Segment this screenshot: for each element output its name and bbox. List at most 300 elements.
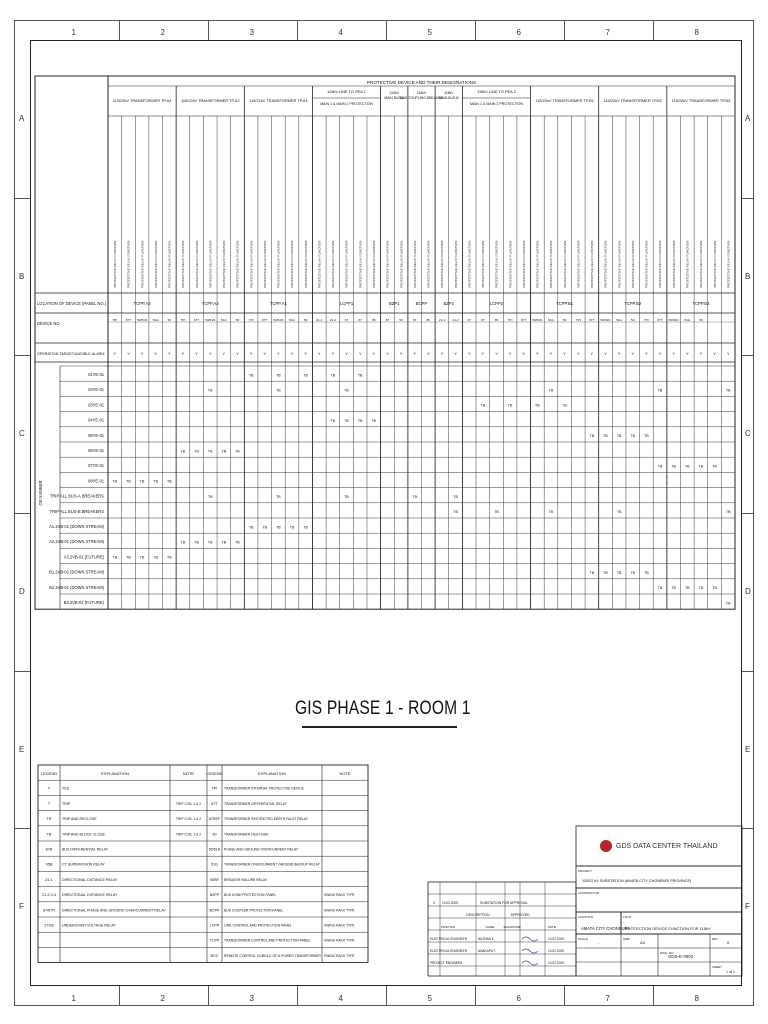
device-number: TPI	[575, 318, 581, 322]
signature-name: NATHAN K.	[478, 937, 495, 941]
legend-explanation: TRIP	[62, 801, 71, 806]
scale-label: SCALE	[578, 937, 588, 941]
sheet-value: 1 of 1	[726, 970, 735, 974]
signature-date: 13.02.2025	[548, 937, 564, 941]
trip-mark: TB	[112, 479, 118, 484]
op-target-value: Y	[195, 351, 198, 356]
legend-explanation: DIRECTIONAL PHASE AND GROUND OVERCURRENT RELAY	[62, 908, 166, 913]
op-target-value: Y	[672, 351, 675, 356]
relay-name-text: PROTECTIVE RELAY FUNCTION	[276, 240, 281, 288]
trip-mark: TB	[167, 479, 172, 484]
signature-role: ELECTRICAL ENGINEER	[430, 949, 468, 953]
trip-mark: TB	[167, 555, 172, 560]
legend-explanation: TRANSFORMER CONTROL AND PROTECTION PANEL	[224, 938, 311, 943]
relay-name-text: PROTECTIVE RELAY FUNCTION	[712, 240, 717, 288]
device-number: TPI	[180, 318, 186, 322]
relay-name-text: PROTECTIVE RELAY FUNCTION	[399, 240, 404, 288]
op-target-value: Y	[399, 351, 403, 356]
op-target-value: Y	[168, 351, 171, 356]
relay-name-text: PROTECTIVE RELAY FUNCTION	[113, 240, 118, 288]
device-number: 50/51N	[668, 318, 679, 322]
trip-mark: TB	[357, 373, 363, 378]
trip-mark: TB	[262, 525, 268, 530]
op-target-value: Y	[454, 351, 457, 356]
column-number: 5	[427, 994, 432, 1003]
trip-mark: TB	[289, 525, 295, 530]
main-header: PROTECTIVE DEVICE AND THEIR DESIGNATIONS	[366, 80, 477, 85]
op-target-value: Y	[277, 351, 280, 356]
legend-explanation: BUS DIFFERENTIAL RELAY	[62, 847, 109, 852]
op-target-value: Y	[263, 351, 267, 356]
signature-name: ANAKAPA T.	[478, 949, 496, 953]
trip-mark: TB	[180, 540, 186, 545]
legend-code: 21-2,3,4	[42, 893, 56, 898]
op-target-value: Y	[685, 351, 689, 356]
column-number: 3	[249, 994, 254, 1003]
device-number: 50	[631, 318, 635, 322]
op-target-value: Y	[140, 351, 144, 356]
device-number: 87T	[521, 318, 527, 322]
legend-code: 51G	[211, 862, 218, 867]
device-number: 50	[562, 318, 567, 322]
trip-mark: TB	[630, 434, 636, 439]
cb-row-label: B2.2VB-01 (DOWN STREAM)	[49, 584, 104, 590]
legend-note: SWING RACK TYPE	[324, 893, 355, 898]
device-number: 51G	[616, 318, 623, 322]
legend-header: NOTE	[182, 771, 195, 776]
relay-name-text: PROTECTIVE RELAY FUNCTION	[153, 240, 158, 288]
relay-name-text: PROTECTIVE RELAY FUNCTION	[521, 240, 526, 288]
column-number: 2	[160, 994, 165, 1003]
op-target-value: Y	[508, 351, 512, 356]
row-letter: C	[19, 429, 25, 439]
trip-mark: TB	[698, 586, 704, 591]
legend-header: NOTE	[339, 771, 351, 776]
device-number: 50	[235, 318, 240, 322]
legend-code: 27/59	[44, 923, 54, 928]
relay-name-text: PROTECTIVE RELAY FUNCTION	[126, 240, 131, 288]
location-value: LCPP2	[489, 301, 504, 306]
trip-mark: TB	[112, 555, 118, 560]
legend-header: LEGEND	[206, 771, 223, 776]
company-name: GDS DATA CENTER THAILAND	[616, 843, 718, 850]
group-label: 115kV	[389, 91, 399, 95]
group-label: 115/22kV TRANSFORMER TP.B2	[603, 98, 663, 103]
trip-mark: TB	[139, 555, 145, 560]
location-label: LOCATION OF DEVICE (PANEL NO.)	[37, 301, 107, 306]
device-number: 50	[399, 318, 403, 322]
legend-note: TRIP COIL 1 & 2	[175, 801, 202, 806]
relay-name-text: PROTECTIVE RELAY FUNCTION	[535, 240, 540, 288]
device-number: 50/51N	[273, 318, 284, 322]
device-number: 50	[167, 318, 172, 322]
legend-code: 87B	[45, 847, 53, 852]
relay-name-text: PROTECTIVE RELAY FUNCTION	[467, 240, 472, 288]
relay-name-text: PROTECTIVE RELAY FUNCTION	[549, 240, 554, 288]
device-number: 87	[358, 318, 362, 322]
relay-name-text: PROTECTIVE RELAY FUNCTION	[385, 240, 390, 288]
device-number: TPI	[248, 318, 254, 322]
relay-name-text: PROTECTIVE RELAY FUNCTION	[290, 240, 295, 288]
device-number: 50/51N	[532, 318, 543, 322]
op-target-value: Y	[699, 351, 703, 356]
legend-code: RCC	[210, 953, 219, 958]
group-label: BUS COUPLING BREAKER	[400, 96, 443, 100]
trip-mark: TB	[644, 570, 649, 575]
relay-name-text: PROTECTIVE RELAY FUNCTION	[371, 240, 376, 288]
relay-name-text: PROTECTIVE RELAY FUNCTION	[603, 240, 608, 288]
relay-name-text: PROTECTIVE RELAY FUNCTION	[235, 240, 240, 288]
location-value: BZP2	[443, 301, 455, 306]
legend-explanation: CT SUPERVISION RELAY	[62, 862, 105, 867]
group-label: 115/22kV TRANSFORMER TP.B1	[535, 98, 594, 103]
signature-header: NAME	[485, 925, 495, 929]
legend-code: 95B	[45, 862, 53, 867]
trip-mark: TB	[194, 540, 199, 545]
trip-mark: TB	[153, 479, 159, 484]
trip-mark: TB	[671, 586, 676, 591]
trip-mark: TB	[330, 373, 336, 378]
trip-mark: TB	[207, 540, 213, 545]
relay-name-text: PROTECTIVE RELAY FUNCTION	[617, 240, 622, 288]
trip-mark: TB	[221, 449, 227, 454]
op-target-value: Y	[249, 351, 253, 356]
relay-name-text: PROTECTIVE RELAY FUNCTION	[699, 240, 704, 288]
row-letter: E	[745, 744, 751, 754]
legend-explanation: TRIP AND BLOCK CLOSE	[62, 832, 105, 837]
size-value: A3	[640, 940, 645, 945]
trip-mark: TB	[684, 586, 690, 591]
column-number: 8	[694, 994, 699, 1003]
trip-mark: TB	[507, 403, 513, 408]
device-number: TPI	[112, 318, 118, 322]
trip-mark: TB	[603, 570, 608, 575]
device-number: 21-1	[316, 318, 323, 322]
cb-row-label: A2.2VB-01 (DOWN STREAM)	[49, 539, 104, 545]
legend-code: LCPP	[209, 923, 220, 928]
trip-mark: TB	[276, 525, 281, 530]
op-target-value: Y	[522, 351, 526, 356]
group-label: MAIN BUS-B	[438, 96, 459, 100]
trip-mark: TB	[589, 434, 595, 439]
column-number: 6	[516, 28, 521, 37]
trip-mark: TB	[480, 403, 486, 408]
group-label: 115/22kV TRANSFORMER TP.B3	[671, 98, 731, 103]
relay-name-text: PROTECTIVE RELAY FUNCTION	[426, 240, 431, 288]
relay-name-text: PROTECTIVE RELAY FUNCTION	[194, 240, 199, 288]
location-value: TCPP.A3	[133, 301, 151, 306]
trip-mark: TB	[630, 570, 636, 575]
op-target-value: Y	[467, 351, 471, 356]
signature-role: ELECTRICAL ENGINEER	[430, 937, 468, 941]
legend-code: BZPP	[209, 893, 220, 898]
device-number: 87	[385, 318, 390, 322]
trip-mark: TB	[684, 464, 690, 469]
relay-name-text: PROTECTIVE RELAY FUNCTION	[562, 240, 567, 288]
rev-label: REV.	[712, 937, 719, 941]
trip-mark: TB	[603, 434, 608, 439]
op-target-value: Y	[658, 351, 662, 356]
trip-mark: TB	[357, 418, 363, 423]
legend-code: 21-1	[45, 877, 53, 882]
op-target-value: Y	[222, 351, 226, 356]
cb-row-label: 02YE-01	[88, 387, 104, 393]
device-number: 85	[494, 318, 499, 322]
relay-name-text: PROTECTIVE RELAY FUNCTION	[644, 240, 649, 288]
cb-row-label: 03YE-01	[88, 402, 104, 408]
row-letter: B	[745, 271, 751, 281]
device-number: 87T	[589, 318, 595, 322]
legend-explanation: TRANSFORMER DIFFERENTIAL RELAY	[224, 801, 287, 806]
cb-row-label: TRIP ALL BUS-A BREAKERS	[49, 493, 104, 499]
legend-explanation: TRANSFORMER INTERNAL PROTECTIVE DEVICE	[224, 786, 304, 791]
location-label: LOCATION	[578, 915, 594, 919]
relay-name-text: PROTECTIVE RELAY FUNCTION	[140, 240, 145, 288]
signature-date: 13.02.2025	[548, 961, 564, 965]
column-number: 4	[338, 994, 343, 1003]
column-number: 1	[71, 28, 76, 37]
relay-name-text: PROTECTIVE RELAY FUNCTION	[181, 240, 186, 288]
rev-value: 0	[727, 940, 730, 945]
relay-name-text: PROTECTIVE RELAY FUNCTION	[494, 240, 499, 288]
op-target-value: Y	[617, 351, 621, 356]
legend-code: Y	[47, 786, 51, 791]
device-number: 50/51N	[600, 318, 611, 322]
location-value: LCPP1	[339, 301, 354, 306]
dwg-number: GDS-E-0002	[668, 954, 694, 959]
relay-name-text: PROTECTIVE RELAY FUNCTION	[685, 240, 690, 288]
trip-mark: TB	[207, 388, 213, 393]
trip-mark: TB	[344, 494, 349, 499]
legend-explanation: LINE CONTROL AND PROTECTION PANEL	[224, 923, 292, 928]
signature-role: PROJECT ENGINEER	[430, 961, 463, 965]
row-letter: C	[745, 429, 751, 439]
trip-mark: TB	[344, 388, 349, 393]
device-number: 50/51N	[205, 318, 216, 322]
op-target-value: Y	[604, 351, 607, 356]
device-number: 87T	[193, 318, 200, 322]
trip-mark: TB	[657, 388, 663, 393]
device-number: 50	[699, 318, 703, 322]
trip-mark: TB	[548, 388, 554, 393]
legend-explanation: TRANSFORMER RESTRICTED EARTH FAULT RELAY	[224, 817, 309, 822]
row-letter: E	[19, 744, 25, 754]
trip-mark: TB	[126, 555, 131, 560]
device-number: 21-2	[452, 318, 459, 322]
legend-explanation: DIRECTIONAL DISTANCE RELAY	[62, 877, 118, 882]
trip-mark: TB	[248, 373, 254, 378]
location-value: AMATA CITY CHONBURI	[581, 926, 629, 931]
legend-code: BCPP	[209, 908, 220, 913]
group-label: MAIN BUS-A	[384, 96, 405, 100]
relay-name-text: PROTECTIVE RELAY FUNCTION	[481, 240, 486, 288]
legend-header: EXPLANATION	[101, 771, 129, 776]
row-letter: B	[19, 271, 25, 281]
trip-mark: TB	[725, 601, 731, 606]
op-target-value: Y	[331, 351, 335, 356]
relay-name-text: PROTECTIVE RELAY FUNCTION	[671, 240, 676, 288]
device-number: 85	[372, 318, 376, 322]
legend-code: 87REF	[208, 817, 221, 822]
op-target-value: Y	[440, 351, 444, 356]
project-label: PROJECT	[578, 869, 593, 873]
op-target-value: Y	[563, 351, 566, 356]
group-label: 115/22kV TRANSFORMER TP.A1	[249, 98, 308, 103]
trip-mark: TB	[303, 525, 308, 530]
relay-name-text: PROTECTIVE RELAY FUNCTION	[590, 240, 595, 288]
size-label: SIZE	[623, 937, 630, 941]
location-value: TCPP.B1	[556, 301, 574, 306]
cb-row-label: 08YE-01	[88, 478, 104, 484]
scale-value: -	[598, 940, 600, 945]
op-target-value: Y	[372, 351, 376, 356]
signature-header: SIGNATURE	[503, 925, 521, 929]
device-number: 50/51N	[137, 318, 148, 322]
legend-code: T	[47, 801, 51, 806]
relay-name-text: PROTECTIVE RELAY FUNCTION	[344, 240, 349, 288]
device-number: 51G	[220, 318, 227, 322]
trip-mark: TB	[453, 494, 458, 499]
legend-explanation: TRANSFORMER HIGH SIDE	[224, 832, 269, 837]
trip-mark: TB	[616, 570, 622, 575]
signature-date: 13.02.2025	[548, 949, 564, 953]
op-target-value: Y	[576, 351, 580, 356]
op-target-value: Y	[358, 351, 362, 356]
device-number: 87T	[262, 318, 268, 322]
legend-note: SWING RACK TYPE	[324, 923, 355, 928]
device-number: 87	[481, 318, 485, 322]
trip-mark: TB	[126, 479, 131, 484]
project-name: 115/22 kV SUBSTATION (AMATA CITY CHONBURI PROVINCE)	[582, 879, 692, 883]
trip-mark: TB	[589, 570, 595, 575]
trip-mark: TB	[725, 510, 731, 515]
legend-code: 50BF	[210, 877, 219, 882]
trip-mark: TB	[712, 464, 717, 469]
trip-mark: TB	[248, 525, 254, 530]
legend-explanation: TRANSFORMER OVERCURRENT GROUND BACKUP RELAY	[224, 862, 320, 867]
location-value: TCPP.A1	[269, 301, 287, 306]
relay-name-text: PROTECTIVE RELAY FUNCTION	[576, 240, 581, 288]
op-target-value: Y	[413, 351, 417, 356]
legend-code: 50/51N	[208, 847, 221, 852]
legend-code: 67/67N	[42, 908, 56, 913]
legend-explanation: DIRECTIONAL DISTANCE RELAY	[62, 893, 118, 898]
drawing-title: GIS PHASE 1 - ROOM 1	[295, 698, 471, 719]
legend-note: SWING RACK TYPE	[324, 938, 355, 943]
group-label: 115/22kV TRANSFORMER TP.A3	[112, 98, 172, 103]
relay-name-text: PROTECTIVE RELAY FUNCTION	[208, 240, 213, 288]
trip-mark: TB	[276, 494, 281, 499]
op-target-value: Y	[154, 351, 158, 356]
device-number: 51G	[684, 318, 691, 322]
op-target-value: Y	[181, 351, 185, 356]
cb-row-label: 07YE-01	[88, 463, 104, 469]
device-number: 21-1	[438, 318, 446, 322]
signature-header: POSITION	[440, 925, 456, 929]
cb-row-label: B1.2VB-01 (DOWN STREAM)	[49, 569, 104, 575]
row-letter: F	[19, 902, 24, 912]
trip-mark: TB	[330, 418, 336, 423]
op-target-value: Y	[590, 351, 594, 356]
device-number: 50	[303, 318, 308, 322]
op-target-value: Y	[549, 351, 553, 356]
signature-header: DATE	[548, 925, 556, 929]
trip-mark: TB	[235, 449, 240, 454]
location-value: TCPP.A2	[201, 301, 219, 306]
column-number: 1	[71, 994, 76, 1003]
cb-row-label: TRIP ALL BUS-B BREAKERS	[49, 508, 104, 514]
legend-note: SWING RACK TYPE	[324, 953, 355, 958]
trip-mark: TB	[453, 510, 458, 515]
trip-mark: TB	[644, 434, 649, 439]
legend-note: TRIP COIL 1 & 2	[175, 817, 202, 822]
op-target-value: Y	[304, 351, 307, 356]
trip-mark: TB	[180, 449, 186, 454]
cb-row-label: A1.2VB-01 (DOWN STREAM)	[49, 524, 104, 530]
trip-mark: TB	[725, 388, 731, 393]
trip-mark: TB	[194, 449, 199, 454]
device-number: 51G	[289, 318, 295, 322]
device-number: 85	[426, 318, 431, 322]
cb-row-label: A3.2VB-01 (FUTURE)	[63, 554, 104, 560]
legend-explanation: YES	[62, 786, 70, 791]
device-number: TPI	[507, 318, 513, 322]
trip-mark: TB	[616, 434, 622, 439]
trip-mark: TB	[344, 418, 349, 423]
legend-code: 50	[212, 832, 217, 837]
device-number: 67	[344, 318, 349, 322]
device-number: 87T	[657, 318, 663, 322]
legend-note: SWING RACK TYPE	[324, 908, 355, 913]
legend-code: TCPP	[209, 938, 220, 943]
trip-mark: TB	[139, 479, 145, 484]
legend-header: EXPLANATION	[258, 771, 286, 776]
group-label: 115kV LINE TO PEA 1	[327, 89, 366, 94]
cb-row-label: 06YE-01	[88, 448, 104, 454]
trip-mark: TB	[494, 510, 499, 515]
op-target-value: Y	[208, 351, 212, 356]
trip-mark: TB	[276, 388, 281, 393]
op-target-value: Y	[481, 351, 485, 356]
device-label: DEVICE NO.	[37, 321, 61, 326]
group-label: 115kV	[416, 91, 427, 95]
trip-mark: TB	[562, 403, 567, 408]
op-target-value: Y	[317, 351, 321, 356]
trip-mark: TB	[712, 586, 717, 591]
trip-mark: TB	[207, 494, 213, 499]
legend-explanation: BUS COUPLER PROTECTION PANEL	[224, 908, 284, 913]
trip-mark: TB	[657, 464, 663, 469]
trip-mark: TB	[616, 510, 622, 515]
device-number: 87T	[125, 318, 132, 322]
relay-name-text: PROTECTIVE RELAY FUNCTION	[412, 240, 417, 288]
legend-code: TB	[46, 832, 52, 837]
rev-date: 13.02.2025	[442, 901, 458, 905]
group-sublabel: MAIN 1 & MAIN 2 PROTECTION	[470, 102, 523, 106]
column-number: 3	[249, 28, 254, 37]
relay-name-text: PROTECTIVE RELAY FUNCTION	[630, 240, 635, 288]
op-target-value: Y	[113, 351, 117, 356]
column-number: 5	[427, 28, 432, 37]
group-label: 115/22kV TRANSFORMER TP.A2	[180, 98, 240, 103]
device-number: 51G	[152, 318, 159, 322]
device-number: 87	[412, 318, 417, 322]
relay-name-text: PROTECTIVE RELAY FUNCTION	[303, 240, 308, 288]
cb-row-label: B3.2VB-01 (FUTURE)	[63, 600, 104, 606]
legend-header: LEGEND	[40, 771, 58, 776]
rev-number: 0	[433, 901, 435, 905]
op-target-value: Y	[290, 351, 294, 356]
